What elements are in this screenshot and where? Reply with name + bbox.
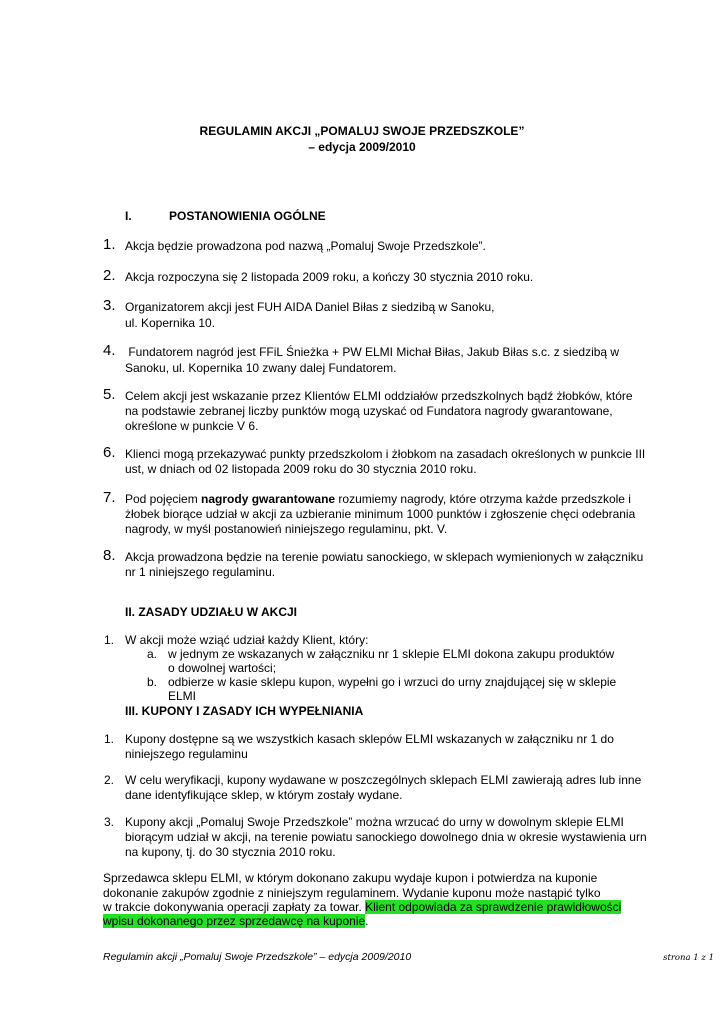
list-item-number: 1. xyxy=(104,633,115,647)
list-item-text: Akcja prowadzona będzie na terenie powiatu sanockiego, w sklepach wymienionych w załączniku xyxy=(125,550,644,564)
list-item-text: Akcja rozpoczyna się 2 listopada 2009 roku, a kończy 30 stycznia 2010 roku. xyxy=(125,270,534,284)
list-item-text: nagrody, w myśl postanowień niniejszego regulaminu, pkt. V. xyxy=(125,522,448,536)
list-item-text: Organizatorem akcji jest FUH AIDA Daniel Biłas z siedzibą w Sanoku, xyxy=(125,300,495,314)
list-item-text: W celu weryfikacji, kupony wydawane w poszczególnych sklepach ELMI zawierają adres lub inne xyxy=(125,773,642,787)
list-item-text: na kupony, tj. do 30 stycznia 2010 roku. xyxy=(125,845,336,859)
highlighted-text: Klient odpowiada za sprawdzenie prawidłowości xyxy=(365,900,622,914)
section1-numeral: I. xyxy=(125,209,132,223)
list-item-text: biorącym udział w akcji, na terenie powiatu sanockiego dowolnego dnia w okresie wystawienia urn xyxy=(125,830,647,844)
document-title: REGULAMIN AKCJI „POMALUJ SWOJE PRZEDSZKOLE” xyxy=(199,124,525,138)
list-item-text: Kupony dostępne są we wszystkich kasach sklepów ELMI wskazanych w załączniku nr 1 do xyxy=(125,732,614,746)
section3-heading: III. KUPONY I ZASADY ICH WYPEŁNIANIA xyxy=(125,704,364,718)
list-item-number: 1. xyxy=(104,732,115,746)
list-item-text: nr 1 niniejszego regulaminu. xyxy=(125,565,276,579)
list-item-text: Klienci mogą przekazywać punkty przedszkolom i żłobkom na zasadach określonych w punkcie III xyxy=(125,447,646,461)
closing-paragraph-line: Sprzedawca sklepu ELMI, w którym dokonano zakupu wydaje kupon i potwierdza na kuponie xyxy=(103,871,598,885)
list-item-text: określone w punkcie V 6. xyxy=(125,419,259,433)
list-item-number: 4. xyxy=(103,342,116,359)
closing-paragraph-line: w trakcie dokonywania operacji zapłaty za towar. Klient odpowiada za sprawdzenie prawidłowości xyxy=(103,900,622,914)
section2-heading: II. ZASADY UDZIAŁU W AKCJI xyxy=(125,605,298,619)
list-item-text: Akcja będzie prowadzona pod nazwą „Pomaluj Swoje Przedszkole”. xyxy=(125,239,486,253)
sublist-text: odbierze w kasie sklepu kupon, wypełni go i wrzuci do urny znajdującej się w sklepie xyxy=(168,675,617,689)
list-item-text: Fundatorem nagród jest FFiL Śnieżka + PW ELMI Michał Biłas, Jakub Biłas s.c. z siedzibą w xyxy=(125,345,620,359)
list-item-text: Sanoku, ul. Kopernika 10 zwany dalej Fundatorem. xyxy=(125,361,397,375)
list-item-number: 2. xyxy=(104,773,115,787)
page-number: strona 1 z 1 xyxy=(663,953,714,963)
document-subtitle: – edycja 2009/2010 xyxy=(308,140,416,154)
list-item-number: 6. xyxy=(103,444,116,461)
closing-paragraph-line: wpisu dokonanego przez sprzedawcę na kuponie. xyxy=(103,914,369,928)
sublist-text: ELMI xyxy=(168,689,197,703)
highlighted-text: wpisu dokonanego przez sprzedawcę na kuponie xyxy=(103,914,366,928)
section1-heading: POSTANOWIENIA OGÓLNE xyxy=(169,209,326,223)
list-item-text: niniejszego regulaminu xyxy=(125,747,248,761)
list-item-text: ust, w dniach od 02 listopada 2009 roku do 30 stycznia 2010 roku. xyxy=(125,462,477,476)
list-item-text: ul. Kopernika 10. xyxy=(125,316,216,330)
closing-paragraph-line: dokonanie zakupów zgodnie z niniejszym regulaminem. Wydanie kuponu może nastąpić tylko xyxy=(103,886,601,900)
list-item-text: żłobek biorące udział w akcji za uzbieranie minimum 1000 punktów i zgłoszenie chęci odebrania xyxy=(125,507,636,521)
list-item-number: 1. xyxy=(103,236,116,253)
list-item-text: dane identyfikujące sklep, w którym zostały wydane. xyxy=(125,788,403,802)
sublist-text: w jednym ze wskazanych w załączniku nr 1 sklepie ELMI dokona zakupu produktów xyxy=(168,647,615,661)
sublist-text: o dowolnej wartości; xyxy=(168,661,277,675)
list-item-number: 7. xyxy=(103,489,116,506)
list-item-number: 5. xyxy=(103,386,116,403)
list-item-number: 3. xyxy=(104,815,115,829)
list-item-text: na podstawie zebranej liczby punktów mogą uzyskać od Fundatora nagrody gwarantowane, xyxy=(125,404,613,418)
list-item-text: Celem akcji jest wskazanie przez Klientów ELMI oddziałów przedszkolnych bądź żłobków, które xyxy=(125,389,633,403)
footer-title: Regulamin akcji „Pomaluj Swoje Przedszkole” – edycja 2009/2010 xyxy=(103,951,412,963)
sublist-letter: b. xyxy=(147,675,158,689)
list-item-number: 3. xyxy=(103,297,116,314)
sublist-letter: a. xyxy=(147,647,158,661)
list-item-number: 2. xyxy=(103,267,116,284)
list-item-text: W akcji może wziąć udział każdy Klient, który: xyxy=(125,633,369,647)
list-item-text: Kupony akcji „Pomaluj Swoje Przedszkole” można wrzucać do urny w dowolnym sklepie ELMI xyxy=(125,815,624,829)
list-item-number: 8. xyxy=(103,547,116,564)
list-item-text: Pod pojęciem nagrody gwarantowane rozumiemy nagrody, które otrzyma każde przedszkole i xyxy=(125,492,631,506)
